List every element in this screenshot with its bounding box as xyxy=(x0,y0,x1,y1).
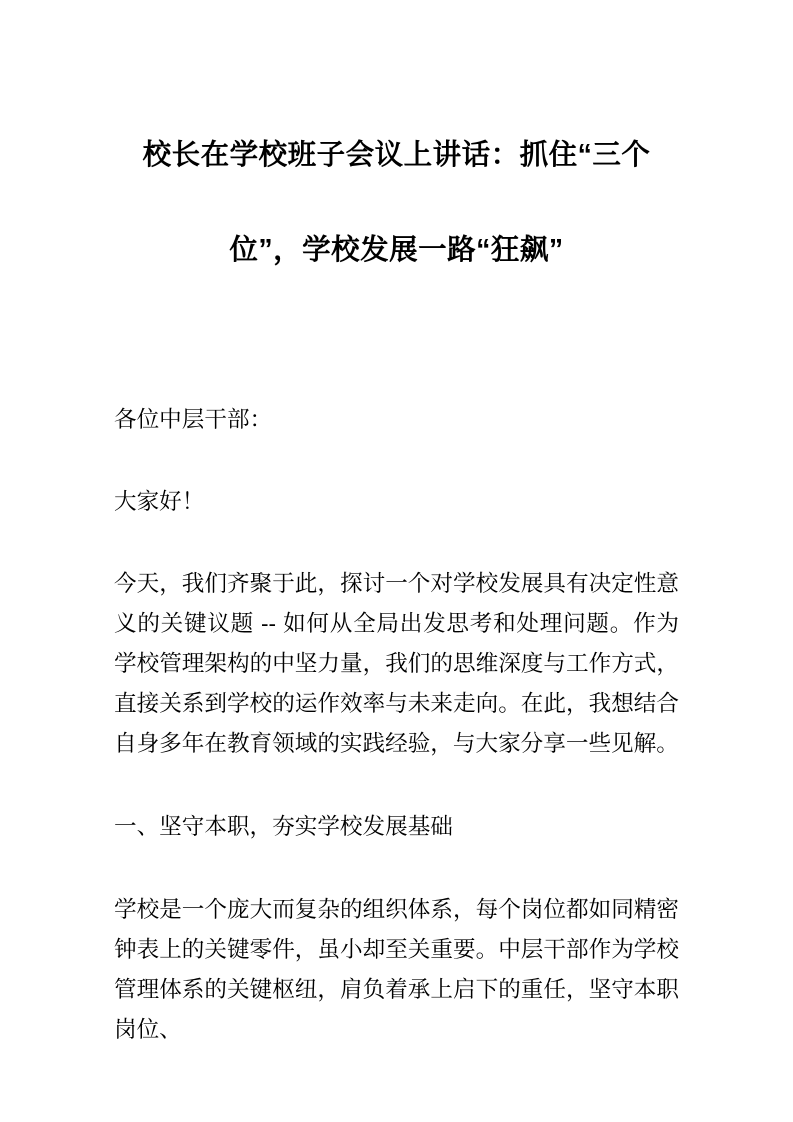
section-heading-1: 一、坚守本职，夯实学校发展基础 xyxy=(114,814,453,839)
spacer-after-salutation xyxy=(114,440,679,482)
document-content xyxy=(114,0,679,1050)
page-title-line-1: 校长在学校班子会议上讲话：抓住“三个 xyxy=(142,139,651,171)
intro-paragraph: 今天，我们齐聚于此，探讨一个对学校发展具有决定性意义的关键议题 -- 如何从全局出发思考和处理问题。作为学校管理架构的中坚力量，我们的思维深度与工作方式，直接关系到学校的运作效率与未来走向。在此，我想结合自身多年在教育领域的实践经验，与大家分享一些见解。 xyxy=(114,571,679,756)
title-block xyxy=(114,0,679,298)
spacer-after-section-heading xyxy=(114,847,679,890)
greeting: 大家好！ xyxy=(114,489,205,514)
salutation: 各位中层干部： xyxy=(114,407,273,432)
page-title xyxy=(114,108,679,298)
page-title-line-2: 位”，学校发展一路“狂飙” xyxy=(229,234,564,266)
section-1-paragraph: 学校是一个庞大而复杂的组织体系，每个岗位都如同精密钟表上的关键零件，虽小却至关重要。中层干部作为学校管理体系的关键枢纽，肩负着承上启下的重任，坚守本职岗位、 xyxy=(114,897,679,1042)
spacer-after-greeting xyxy=(114,522,679,564)
title-body-spacer xyxy=(114,298,679,400)
spacer-before-section-heading xyxy=(114,764,679,807)
